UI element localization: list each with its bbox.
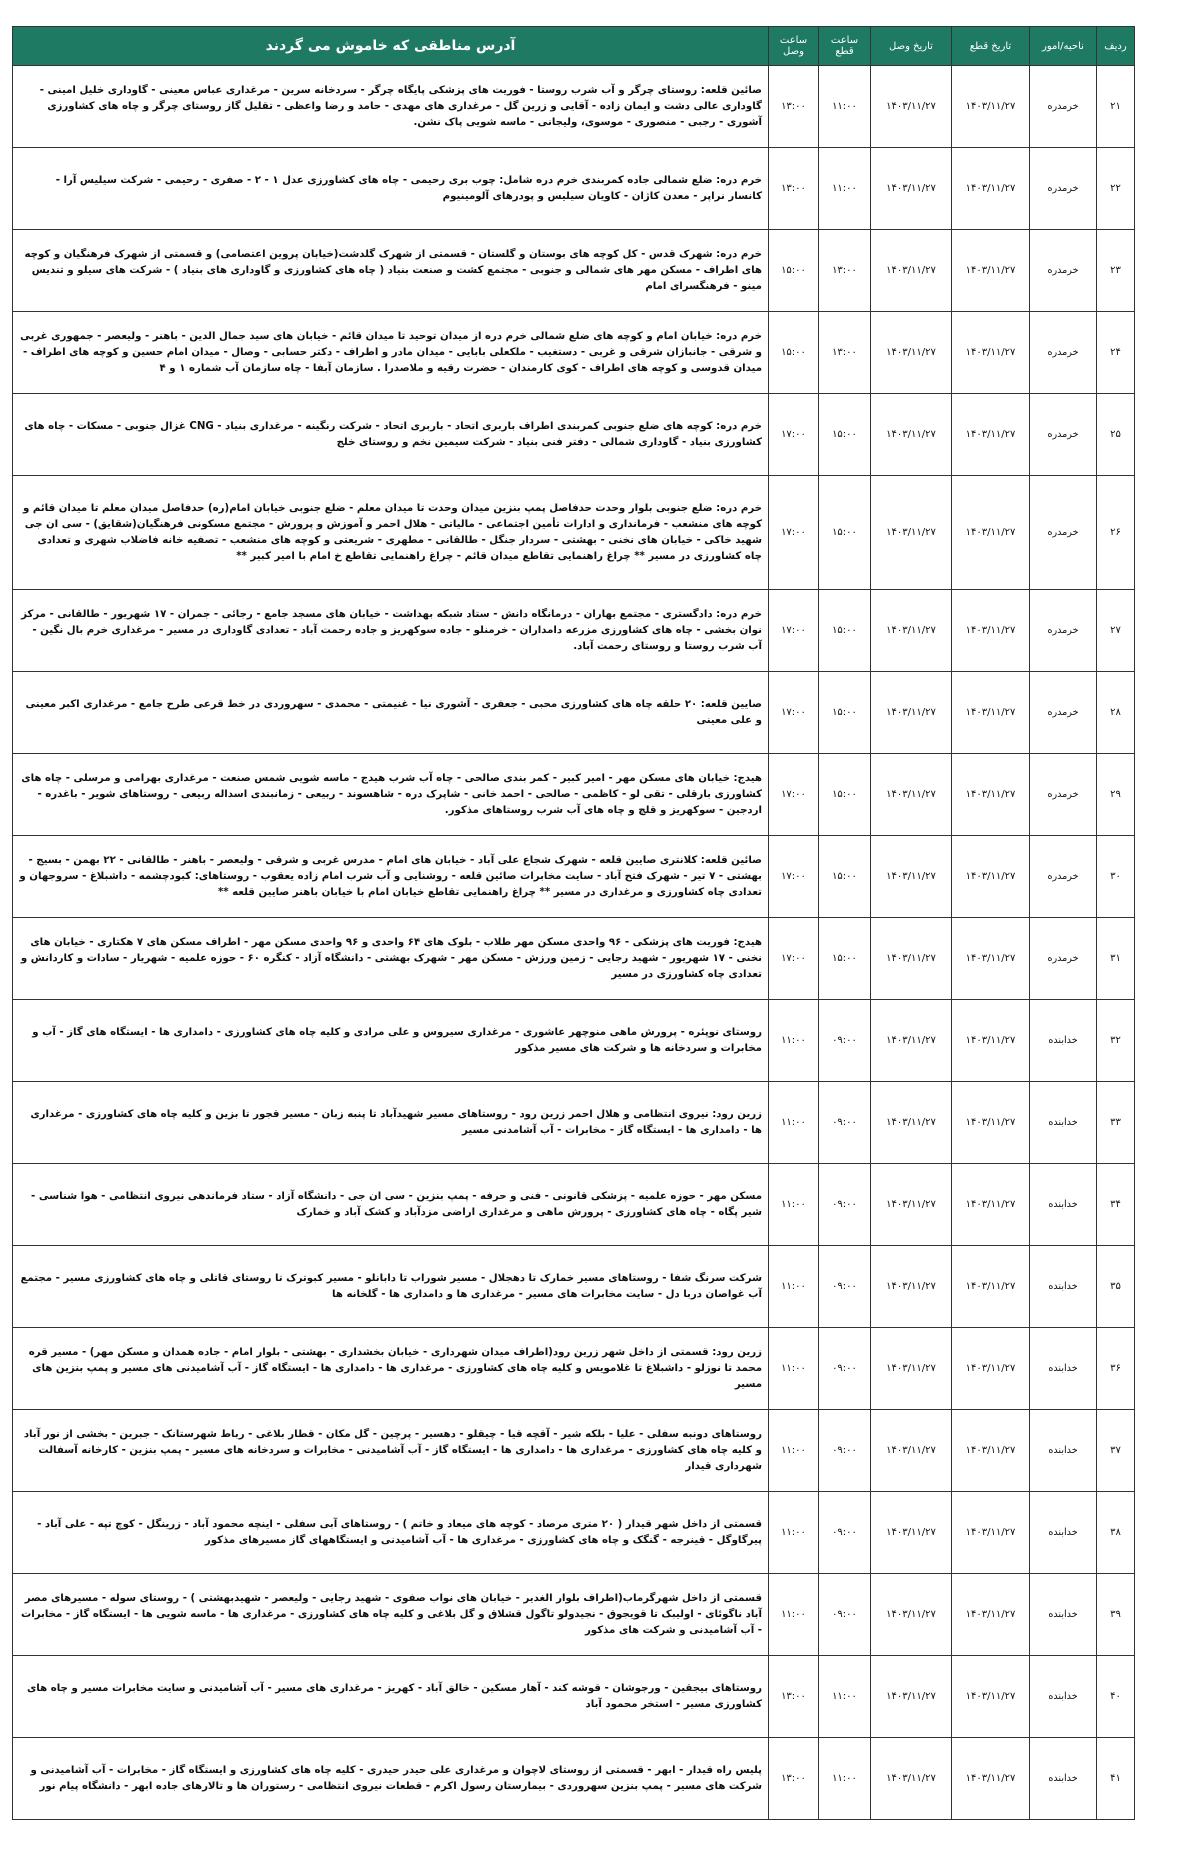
cell-connect-time: ۱۷:۰۰ bbox=[769, 836, 819, 918]
cell-cut-time: ۱۵:۰۰ bbox=[819, 476, 871, 590]
cell-address: خرم دره: کوچه های ضلع جنوبی کمربندی اطراف باربری اتحاد - باربری اتحاد - شرکت رنگینه - مرغداری بنیاد - CNG غزال جنوبی - مسکات - چاه های کشاورزی بنیاد - گاوداری شمالی - دفتر فنی بنیاد - شرکت سیمین نخم و روستای خلج bbox=[13, 394, 769, 476]
header-row-number: ردیف bbox=[1097, 27, 1135, 66]
table-header-row bbox=[13, 27, 1135, 66]
cell-cut-date: ۱۴۰۳/۱۱/۲۷ bbox=[952, 476, 1030, 590]
cell-cut-date: ۱۴۰۳/۱۱/۲۷ bbox=[952, 1738, 1030, 1820]
cell-cut-time: ۰۹:۰۰ bbox=[819, 1164, 871, 1246]
cell-cut-time: ۱۵:۰۰ bbox=[819, 672, 871, 754]
cell-cut-date: ۱۴۰۳/۱۱/۲۷ bbox=[952, 1574, 1030, 1656]
cell-district: خدابنده bbox=[1030, 1164, 1097, 1246]
cell-connect-date: ۱۴۰۳/۱۱/۲۷ bbox=[871, 312, 952, 394]
cell-row-number: ۴۱ bbox=[1097, 1738, 1135, 1820]
cell-address: زرین رود: قسمتی از داخل شهر زرین رود(اطراف میدان شهرداری - خیابان بخشداری - بهشتی - بلوار امام - جاده همدان و مسکن مهر) - مسیر قره محمد تا نوزلو - داشبلاغ تا غلامویس و کلیه چاه های کشاورزی - مرغداری ها - دامداری ها - ایستگاه گاز - آب آشامیدنی های مسیر و پمپ بنزین های مسیر bbox=[13, 1328, 769, 1410]
cell-connect-date: ۱۴۰۳/۱۱/۲۷ bbox=[871, 1082, 952, 1164]
table-row bbox=[13, 918, 1135, 1000]
cell-district: خرمدره bbox=[1030, 918, 1097, 1000]
cell-connect-time: ۱۳:۰۰ bbox=[769, 148, 819, 230]
cell-cut-time: ۰۹:۰۰ bbox=[819, 1492, 871, 1574]
table-row bbox=[13, 1656, 1135, 1738]
cell-address: خرم دره: دادگستری - مجتمع بهاران - درمانگاه دانش - ستاد شبکه بهداشت - خیابان های مسجد جامع - رجائی - جمران - ۱۷ شهریور - طالقانی - مرکز نوان بخشی - چاه های کشاورزی مزرعه دامداران - خرمنلو - جاده سوکهریز و جاده رحمت آباد - تعدادی گاوداری در مسیر - مرغداری خرم بال نگین - آب شرب روستا و روستای رحمت آباد. bbox=[13, 590, 769, 672]
table-row bbox=[13, 230, 1135, 312]
cell-address: پلیس راه قیدار - ابهر - قسمتی از روستای لاچوان و مرغداری علی حیدر حیدری - کلیه چاه های کشاورزی و ایستگاه گاز - مخابرات - آب آشامیدنی و شرکت های مسیر - پمپ بنزین سهروردی - بیمارستان رسول اکرم - قطعات نیروی انتظامی - رستوران ها و تالارهای جاده ابهر - دانشگاه پیام نور bbox=[13, 1738, 769, 1820]
cell-district: خدابنده bbox=[1030, 1492, 1097, 1574]
cell-cut-date: ۱۴۰۳/۱۱/۲۷ bbox=[952, 918, 1030, 1000]
cell-address: خرم دره: خیابان امام و کوچه های ضلع شمالی خرم دره از میدان توحید تا میدان قائم - خیابان های سید جمال الدین - باهنر - ولیعصر - جمهوری غربی و شرقی - جانبازان شرقی و غربی - دستغیب - ملکعلی بابایی - میدان مادر و اطراف - دکتر حسابی - وصال - میدان امام حسین و کوچه های اطراف - میدان قدوسی و کوچه های اطراف - کوی کارمندان - حضرت رقیه و ملاصدرا . سازمان آبفا - چاه سازمان آب شماره ۱ و ۴ bbox=[13, 312, 769, 394]
cell-connect-date: ۱۴۰۳/۱۱/۲۷ bbox=[871, 1410, 952, 1492]
cell-connect-date: ۱۴۰۳/۱۱/۲۷ bbox=[871, 754, 952, 836]
table-row bbox=[13, 66, 1135, 148]
header-district: ناحیه/امور bbox=[1030, 27, 1097, 66]
cell-cut-date: ۱۴۰۳/۱۱/۲۷ bbox=[952, 836, 1030, 918]
cell-cut-time: ۰۹:۰۰ bbox=[819, 1000, 871, 1082]
cell-district: خرمدره bbox=[1030, 590, 1097, 672]
cell-row-number: ۳۰ bbox=[1097, 836, 1135, 918]
cell-address: روستای نوپئره - پرورش ماهی منوچهر عاشوری - مرغداری سیروس و علی مرادی و کلیه چاه های کشاورزی - دامداری ها - ایستگاه های گاز - آب و مخابرات و سردخانه ها و شرکت های مسیر مذکور bbox=[13, 1000, 769, 1082]
cell-district: خرمدره bbox=[1030, 836, 1097, 918]
cell-connect-date: ۱۴۰۳/۱۱/۲۷ bbox=[871, 394, 952, 476]
cell-connect-time: ۱۷:۰۰ bbox=[769, 476, 819, 590]
cell-district: خدابنده bbox=[1030, 1000, 1097, 1082]
cell-connect-date: ۱۴۰۳/۱۱/۲۷ bbox=[871, 1328, 952, 1410]
cell-cut-date: ۱۴۰۳/۱۱/۲۷ bbox=[952, 1492, 1030, 1574]
cell-address: صایین قلعه: ۲۰ حلقه چاه های کشاورزی محبی - جعفری - آشوری نیا - غنیمتی - محمدی - سهروردی در خط قرعی طرح جامع - مرغداری اکبر معینی و علی معینی bbox=[13, 672, 769, 754]
cell-district: خرمدره bbox=[1030, 476, 1097, 590]
header-connect-time: ساعت وصل bbox=[769, 27, 819, 66]
cell-cut-date: ۱۴۰۳/۱۱/۲۷ bbox=[952, 1000, 1030, 1082]
table-row bbox=[13, 590, 1135, 672]
cell-cut-time: ۱۵:۰۰ bbox=[819, 590, 871, 672]
cell-row-number: ۴۰ bbox=[1097, 1656, 1135, 1738]
cell-connect-date: ۱۴۰۳/۱۱/۲۷ bbox=[871, 476, 952, 590]
cell-row-number: ۲۲ bbox=[1097, 148, 1135, 230]
cell-connect-time: ۱۷:۰۰ bbox=[769, 754, 819, 836]
table-row bbox=[13, 1246, 1135, 1328]
cell-cut-date: ۱۴۰۳/۱۱/۲۷ bbox=[952, 1164, 1030, 1246]
cell-district: خرمدره bbox=[1030, 672, 1097, 754]
cell-connect-time: ۱۱:۰۰ bbox=[769, 1246, 819, 1328]
cell-connect-time: ۱۱:۰۰ bbox=[769, 1164, 819, 1246]
cell-connect-time: ۱۷:۰۰ bbox=[769, 672, 819, 754]
cell-cut-time: ۱۱:۰۰ bbox=[819, 148, 871, 230]
cell-connect-date: ۱۴۰۳/۱۱/۲۷ bbox=[871, 1738, 952, 1820]
cell-district: خدابنده bbox=[1030, 1328, 1097, 1410]
cell-district: خرمدره bbox=[1030, 230, 1097, 312]
cell-row-number: ۳۳ bbox=[1097, 1082, 1135, 1164]
table-body bbox=[13, 66, 1135, 1820]
table-row bbox=[13, 1410, 1135, 1492]
cell-district: خدابنده bbox=[1030, 1410, 1097, 1492]
cell-cut-time: ۱۵:۰۰ bbox=[819, 754, 871, 836]
cell-connect-time: ۱۱:۰۰ bbox=[769, 1082, 819, 1164]
cell-cut-time: ۱۵:۰۰ bbox=[819, 918, 871, 1000]
cell-address: صائین قلعه: روستای چرگر و آب شرب روستا - فوریت های پزشکی پایگاه چرگر - سردخانه سرین - مرغداری عباس معینی - گاوداری خلیل امینی - گاوداری عالی دشت و ایمان زاده - آقایی و زرین گل - مرغداری های مهدی - حامد و رضا واعظی - تقلیل گاز روستای چرگر و چاه های کشاورزی آشوری - رجبی - منصوری - موسوی، ولیجانی - ماسه شویی پاک نشن. bbox=[13, 66, 769, 148]
header-cut-time: ساعت قطع bbox=[819, 27, 871, 66]
cell-row-number: ۳۱ bbox=[1097, 918, 1135, 1000]
cell-connect-date: ۱۴۰۳/۱۱/۲۷ bbox=[871, 918, 952, 1000]
cell-cut-date: ۱۴۰۳/۱۱/۲۷ bbox=[952, 148, 1030, 230]
cell-connect-date: ۱۴۰۳/۱۱/۲۷ bbox=[871, 590, 952, 672]
cell-connect-time: ۱۳:۰۰ bbox=[769, 1738, 819, 1820]
cell-address: قسمتی از داخل شهرگرماب(اطراف بلوار الغدیر - خیابان های نواب صفوی - شهید رجایی - ولیعصر - شهیدبهشتی ) - روستای سوله - مسیرهای مصر آباد ناگوئای - اولیبک تا قویجوق - نجیدولو تاگول قشلاق و گل بلاغی و کلیه چاه های کشاورزی - مرغداری ها - ماسه شویی ها - ایستگاه گاز - مخابرات - آب آشامیدنی و شرکت های مذکور bbox=[13, 1574, 769, 1656]
cell-district: خرمدره bbox=[1030, 394, 1097, 476]
cell-connect-date: ۱۴۰۳/۱۱/۲۷ bbox=[871, 1492, 952, 1574]
cell-cut-time: ۱۳:۰۰ bbox=[819, 230, 871, 312]
cell-connect-time: ۱۳:۰۰ bbox=[769, 66, 819, 148]
cell-cut-time: ۱۵:۰۰ bbox=[819, 836, 871, 918]
table-row bbox=[13, 672, 1135, 754]
cell-row-number: ۲۹ bbox=[1097, 754, 1135, 836]
cell-district: خدابنده bbox=[1030, 1574, 1097, 1656]
cell-row-number: ۳۵ bbox=[1097, 1246, 1135, 1328]
cell-district: خدابنده bbox=[1030, 1082, 1097, 1164]
cell-connect-date: ۱۴۰۳/۱۱/۲۷ bbox=[871, 1246, 952, 1328]
cell-row-number: ۲۳ bbox=[1097, 230, 1135, 312]
header-address: آدرس مناطقی که خاموش می گردند bbox=[13, 27, 769, 66]
cell-cut-time: ۰۹:۰۰ bbox=[819, 1410, 871, 1492]
cell-district: خرمدره bbox=[1030, 148, 1097, 230]
cell-cut-time: ۱۵:۰۰ bbox=[819, 394, 871, 476]
cell-connect-time: ۱۳:۰۰ bbox=[769, 1656, 819, 1738]
table-row bbox=[13, 1164, 1135, 1246]
cell-district: خدابنده bbox=[1030, 1656, 1097, 1738]
cell-connect-time: ۱۱:۰۰ bbox=[769, 1492, 819, 1574]
cell-row-number: ۳۶ bbox=[1097, 1328, 1135, 1410]
cell-cut-date: ۱۴۰۳/۱۱/۲۷ bbox=[952, 1082, 1030, 1164]
cell-address: هیدج: فوریت های پزشکی - ۹۶ واحدی مسکن مهر طلاب - بلوک های ۶۴ واحدی و ۹۶ واحدی مسکن مهر - اطراف مسکن های ۷ هکتاری - خیابان های نخنی - ۱۷ شهریور - شهید رجایی - زمین ورزش - مسکن مهر - شهرک بهشتی - دانشگاه آزاد - کنگره ۶۰ - حوزه علمیه - شهریار - سادات و کاردانش و تعدادی چاه کشاورزی در مسیر bbox=[13, 918, 769, 1000]
cell-address: روستاهای بیجقین - ورجوشان - قوشه کند - آهار مسکین - خالق آباد - کهریز - مرغداری های مسیر - آب آشامیدنی و سایت مخابرات مسیر و چاه های کشاورزی مسیر - استخر محمود آباد bbox=[13, 1656, 769, 1738]
cell-address: شرکت سرنگ شفا - روستاهای مسیر خمارک تا دهجلال - مسیر شوراب تا دابانلو - مسیر کبوترک تا روستای قاتلی و چاه های کشاورزی مسیر - مجتمع آب غواصان دربا دل - سایت مخابرات های مسیر - مرغداری ها و دامداری ها - گلخانه ها bbox=[13, 1246, 769, 1328]
table-row bbox=[13, 1328, 1135, 1410]
cell-district: خدابنده bbox=[1030, 1246, 1097, 1328]
table-row bbox=[13, 1082, 1135, 1164]
cell-cut-date: ۱۴۰۳/۱۱/۲۷ bbox=[952, 394, 1030, 476]
cell-address: قسمتی از داخل شهر قیدار ( ۲۰ متری مرصاد - کوچه های میعاد و خاتم ) - روستاهای آبی سفلی - اینچه محمود آباد - زرینگل - کوچ تپه - علی آباد - پیرگاوگل - قینرجه - گنگک و چاه های کشاورزی - مرغداری ها - آب آشامیدنی و ایستگاههای گاز مسیرهای مذکور bbox=[13, 1492, 769, 1574]
cell-connect-date: ۱۴۰۳/۱۱/۲۷ bbox=[871, 66, 952, 148]
cell-cut-time: ۰۹:۰۰ bbox=[819, 1328, 871, 1410]
cell-address: صائین قلعه: کلانتری صایین قلعه - شهرک شجاع علی آباد - خیابان های امام - مدرس غربی و شرقی - ولیعصر - باهنر - طالقانی - ۲۲ بهمن - بسیج - بهشتی - ۷ تیر - شهرک فتح آباد - سایت مخابرات صائین قلعه - روشنایی و آب شرب امام زاده یعقوب - روستاهای: کبودچشمه - داشبلاغ - سروجهان و تعدادی چاه کشاورزی و مرغداری در مسیر ** چراغ راهنمایی تقاطع خیابان امام با خیابان باهنر صایین قلعه ** bbox=[13, 836, 769, 918]
cell-connect-time: ۱۱:۰۰ bbox=[769, 1328, 819, 1410]
cell-cut-time: ۰۹:۰۰ bbox=[819, 1082, 871, 1164]
cell-row-number: ۳۷ bbox=[1097, 1410, 1135, 1492]
table-row bbox=[13, 1574, 1135, 1656]
table-row bbox=[13, 836, 1135, 918]
cell-row-number: ۲۶ bbox=[1097, 476, 1135, 590]
cell-cut-date: ۱۴۰۳/۱۱/۲۷ bbox=[952, 230, 1030, 312]
cell-cut-date: ۱۴۰۳/۱۱/۲۷ bbox=[952, 66, 1030, 148]
cell-connect-time: ۱۷:۰۰ bbox=[769, 918, 819, 1000]
header-cut-date: تاریخ قطع bbox=[952, 27, 1030, 66]
cell-connect-date: ۱۴۰۳/۱۱/۲۷ bbox=[871, 148, 952, 230]
table-row bbox=[13, 754, 1135, 836]
cell-address: خرم دره: شهرک قدس - کل کوچه های بوستان و گلستان - قسمتی از شهرک گلدشت(خیابان پروین اعتصامی) و قسمتی از شهرک فرهنگیان و کوچه های اطراف - مسکن مهر های شمالی و جنوبی - مجتمع کشت و صنعت بنیاد ( چاه های کشاورزی و گاوداری های بنیاد ) - شرکت های سیلو و تندیس مینو - فرهنگسرای امام bbox=[13, 230, 769, 312]
cell-row-number: ۳۴ bbox=[1097, 1164, 1135, 1246]
cell-address: خرم دره: ضلع شمالی جاده کمربندی خرم دره شامل: چوب بری رحیمی - چاه های کشاورزی عدل ۱ - ۲ - صفری - رحیمی - شرکت سیلیس آرا - کانسار نراپر - معدن کاژان - کاویان سیلیس و پودرهای آلومینیوم bbox=[13, 148, 769, 230]
outage-table bbox=[12, 26, 1135, 1820]
cell-cut-date: ۱۴۰۳/۱۱/۲۷ bbox=[952, 754, 1030, 836]
cell-cut-date: ۱۴۰۳/۱۱/۲۷ bbox=[952, 1246, 1030, 1328]
cell-connect-time: ۱۵:۰۰ bbox=[769, 230, 819, 312]
cell-connect-date: ۱۴۰۳/۱۱/۲۷ bbox=[871, 1000, 952, 1082]
cell-connect-date: ۱۴۰۳/۱۱/۲۷ bbox=[871, 1656, 952, 1738]
cell-connect-time: ۱۱:۰۰ bbox=[769, 1410, 819, 1492]
cell-district: خرمدره bbox=[1030, 312, 1097, 394]
cell-row-number: ۲۱ bbox=[1097, 66, 1135, 148]
header-connect-date: تاریخ وصل bbox=[871, 27, 952, 66]
cell-cut-time: ۱۱:۰۰ bbox=[819, 66, 871, 148]
cell-connect-date: ۱۴۰۳/۱۱/۲۷ bbox=[871, 230, 952, 312]
cell-connect-time: ۱۷:۰۰ bbox=[769, 394, 819, 476]
cell-cut-date: ۱۴۰۳/۱۱/۲۷ bbox=[952, 312, 1030, 394]
cell-address: زرین رود: نیروی انتظامی و هلال احمر زرین رود - روستاهای مسیر شهیدآباد تا پنبه زبان - مسیر قجور تا بزین و کلیه چاه های کشاورزی - مرغداری ها - دامداری ها - ایستگاه گاز - مخابرات - آب آشامدنی مسیر bbox=[13, 1082, 769, 1164]
cell-cut-time: ۰۹:۰۰ bbox=[819, 1574, 871, 1656]
table-row bbox=[13, 476, 1135, 590]
cell-row-number: ۳۲ bbox=[1097, 1000, 1135, 1082]
cell-connect-time: ۱۵:۰۰ bbox=[769, 312, 819, 394]
cell-address: مسکن مهر - حوزه علمیه - پزشکی قانونی - فنی و حرفه - پمپ بنزین - سی ان جی - دانشگاه آزاد - ستاد فرماندهی نیروی انتظامی - هوا شناسی - شیر پگاه - چاه های کشاورزی - پرورش ماهی و مرغداری اراضی مزدآباد و کشک آباد و خمارک bbox=[13, 1164, 769, 1246]
table-row bbox=[13, 1738, 1135, 1820]
cell-row-number: ۲۴ bbox=[1097, 312, 1135, 394]
cell-row-number: ۳۹ bbox=[1097, 1574, 1135, 1656]
cell-connect-time: ۱۱:۰۰ bbox=[769, 1000, 819, 1082]
cell-address: هیدج: خیابان های مسکن مهر - امیر کبیر - کمر بندی صالحی - چاه آب شرب هیدج - ماسه شویی شمس صنعت - مرغداری بهرامی و مرسلی - چاه های کشاورزی بارقلی - تقی لو - کاظمی - صالحی - احمد خانی - شاپرک دره - شاهسوند - ربیعی - زمانبندی اسداله ربیعی - روستاهای شویر - باغدره - اردجین - سوکهریز و قلچ و چاه های آب شرب روستاهای مذکور. bbox=[13, 754, 769, 836]
cell-connect-date: ۱۴۰۳/۱۱/۲۷ bbox=[871, 672, 952, 754]
cell-row-number: ۳۸ bbox=[1097, 1492, 1135, 1574]
cell-connect-date: ۱۴۰۳/۱۱/۲۷ bbox=[871, 1164, 952, 1246]
cell-cut-time: ۱۱:۰۰ bbox=[819, 1738, 871, 1820]
cell-cut-date: ۱۴۰۳/۱۱/۲۷ bbox=[952, 1410, 1030, 1492]
table-row bbox=[13, 394, 1135, 476]
cell-row-number: ۲۷ bbox=[1097, 590, 1135, 672]
outage-schedule-sheet bbox=[12, 26, 1134, 1820]
cell-district: خرمدره bbox=[1030, 754, 1097, 836]
cell-cut-date: ۱۴۰۳/۱۱/۲۷ bbox=[952, 1656, 1030, 1738]
cell-cut-date: ۱۴۰۳/۱۱/۲۷ bbox=[952, 672, 1030, 754]
cell-cut-time: ۰۹:۰۰ bbox=[819, 1246, 871, 1328]
cell-connect-time: ۱۱:۰۰ bbox=[769, 1574, 819, 1656]
table-row bbox=[13, 312, 1135, 394]
cell-address: روستاهای دونبه سفلی - علیا - بلکه شیر - آقچه قیا - چیقلو - دهسیر - پرچین - گل مکان - قطار بلاغی - رباط شهرستانک - جبرین - بخشی از نور آباد و کلیه چاه های کشاورزی - مرغداری ها - دامداری ها - ایستگاه گاز - آب آشامیدنی - مخابرات و سردخانه های مسیر - پمپ بنزین - کارخانه آسفالت شهرداری قیدار bbox=[13, 1410, 769, 1492]
cell-cut-date: ۱۴۰۳/۱۱/۲۷ bbox=[952, 1328, 1030, 1410]
cell-connect-date: ۱۴۰۳/۱۱/۲۷ bbox=[871, 1574, 952, 1656]
cell-row-number: ۲۵ bbox=[1097, 394, 1135, 476]
table-row bbox=[13, 1000, 1135, 1082]
cell-district: خدابنده bbox=[1030, 1738, 1097, 1820]
cell-cut-time: ۱۱:۰۰ bbox=[819, 1656, 871, 1738]
cell-cut-date: ۱۴۰۳/۱۱/۲۷ bbox=[952, 590, 1030, 672]
cell-connect-date: ۱۴۰۳/۱۱/۲۷ bbox=[871, 836, 952, 918]
cell-cut-time: ۱۳:۰۰ bbox=[819, 312, 871, 394]
cell-address: خرم دره: ضلع جنوبی بلوار وحدت حدفاصل پمپ بنزین میدان وحدت تا میدان معلم - ضلع جنوبی خیابان امام(ره) حدفاصل میدان معلم تا میدان قائم و کوچه های منشعب - فرمانداری و ادارات تأمین اجتماعی - مالیاتی - هلال احمر و آموزش و پرورش - مجتمع مسکونی فرهنگیان(شقایق) - سی ان جی شهید خاکی - خیابان های نخنی - بهشتی - سردار جنگل - طالقانی - مطهری - شریعتی و کوچه های منشعب - تصفیه خانه فاضلاب شهری و تعدادی چاه کشاورزی در مسیر ** چراغ راهنمایی تقاطع میدان قائم - چراغ راهنمایی تقاطع خ امام با امیر کبیر ** bbox=[13, 476, 769, 590]
cell-connect-time: ۱۷:۰۰ bbox=[769, 590, 819, 672]
cell-row-number: ۲۸ bbox=[1097, 672, 1135, 754]
cell-district: خرمدره bbox=[1030, 66, 1097, 148]
table-row bbox=[13, 1492, 1135, 1574]
table-row bbox=[13, 148, 1135, 230]
